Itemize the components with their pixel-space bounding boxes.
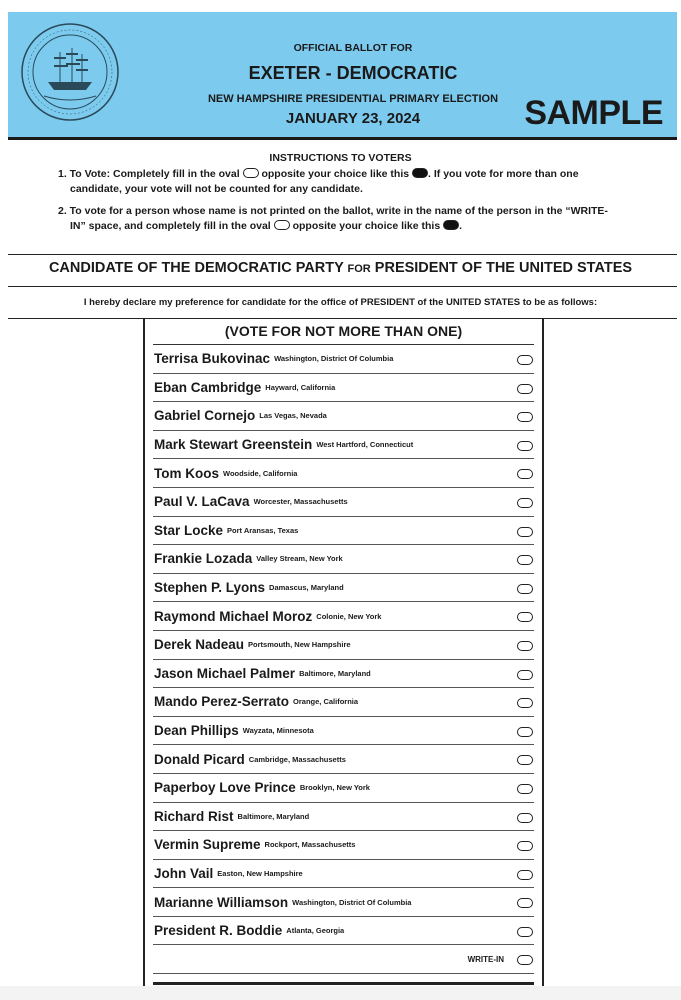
candidate-city: Rockport, Massachusetts xyxy=(264,840,356,850)
ballot-title: EXETER - DEMOCRATIC xyxy=(248,63,458,83)
instruction-text: opposite your choice like this xyxy=(261,168,410,180)
candidate-city: Washington, District Of Columbia xyxy=(274,354,394,364)
candidate-name: Gabriel Cornejo xyxy=(154,408,256,424)
write-in-label: WRITE-IN xyxy=(467,955,504,965)
divider xyxy=(8,286,677,287)
candidate-name: Mark Stewart Greenstein xyxy=(154,437,313,453)
vote-oval[interactable] xyxy=(517,498,533,508)
candidate-row[interactable] xyxy=(153,517,534,546)
candidate-row[interactable] xyxy=(153,860,534,889)
office-heading-part: PRESIDENT OF THE UNITED STATES xyxy=(374,260,633,276)
candidate-name: Donald Picard xyxy=(154,751,245,767)
filled-oval-icon xyxy=(443,220,459,230)
candidate-row[interactable] xyxy=(153,803,534,832)
vote-for-instruction: (VOTE FOR NOT MORE THAN ONE) xyxy=(224,323,463,339)
candidate-name: Stephen P. Lyons xyxy=(154,580,266,596)
ballot-header xyxy=(8,12,677,140)
vote-oval[interactable] xyxy=(517,441,533,451)
instruction-1 xyxy=(58,167,579,197)
page-bottom xyxy=(0,986,681,1000)
candidate-city: Las Vegas, Nevada xyxy=(259,411,327,421)
candidate-name: Paul V. LaCava xyxy=(154,494,250,510)
candidate-row[interactable] xyxy=(153,545,534,574)
candidate-row[interactable] xyxy=(153,431,534,460)
candidate-city: Port Aransas, Texas xyxy=(227,525,299,535)
candidate-name: Richard Rist xyxy=(154,808,234,824)
candidate-city: Colonie, New York xyxy=(316,611,382,621)
vote-oval[interactable] xyxy=(517,355,533,365)
election-name: NEW HAMPSHIRE PRESIDENTIAL PRIMARY ELECTION xyxy=(207,93,499,105)
candidate-row[interactable] xyxy=(153,345,534,374)
sample-watermark: SAMPLE xyxy=(524,94,663,132)
candidate-name: Jason Michael Palmer xyxy=(154,665,296,681)
candidate-city: Easton, New Hampshire xyxy=(217,868,303,878)
candidate-name: John Vail xyxy=(154,865,214,881)
ballot-label: OFFICIAL BALLOT FOR xyxy=(293,42,413,54)
candidate-name: Raymond Michael Moroz xyxy=(154,608,313,624)
candidate-city: Valley Stream, New York xyxy=(256,554,343,564)
office-heading xyxy=(0,260,681,276)
candidate-row[interactable] xyxy=(153,831,534,860)
instruction-text: opposite your choice like this xyxy=(292,220,441,232)
candidate-row[interactable] xyxy=(153,717,534,746)
candidate-row[interactable] xyxy=(153,574,534,603)
empty-oval-icon xyxy=(243,168,259,178)
candidate-city: Damascus, Maryland xyxy=(269,583,344,593)
vote-oval[interactable] xyxy=(517,841,533,851)
vote-oval[interactable] xyxy=(517,727,533,737)
candidate-city: Worcester, Massachusetts xyxy=(253,497,348,507)
state-seal-icon xyxy=(20,22,120,122)
vote-oval[interactable] xyxy=(517,527,533,537)
vote-oval[interactable] xyxy=(517,555,533,565)
box-bottom-rule xyxy=(153,982,534,985)
office-heading-for: FOR xyxy=(347,263,371,275)
candidate-city: Hayward, California xyxy=(265,382,336,392)
vote-oval[interactable] xyxy=(517,641,533,651)
candidate-city: Atlanta, Georgia xyxy=(286,926,345,936)
candidate-city: Portsmouth, New Hampshire xyxy=(248,640,351,650)
candidate-city: Orange, California xyxy=(293,697,359,707)
candidate-city: Baltimore, Maryland xyxy=(299,668,371,678)
candidate-row[interactable] xyxy=(153,688,534,717)
candidate-name: Frankie Lozada xyxy=(154,551,253,567)
candidate-row[interactable] xyxy=(153,488,534,517)
vote-oval[interactable] xyxy=(517,612,533,622)
candidate-name: Tom Koos xyxy=(154,465,219,481)
candidate-row[interactable] xyxy=(153,402,534,431)
candidate-name: Star Locke xyxy=(154,522,224,538)
instruction-2 xyxy=(58,204,608,234)
candidate-row[interactable] xyxy=(153,459,534,488)
candidate-box xyxy=(143,319,544,987)
instruction-text: . xyxy=(459,220,463,232)
vote-oval[interactable] xyxy=(517,898,533,908)
candidate-row[interactable] xyxy=(153,374,534,403)
vote-oval[interactable] xyxy=(517,870,533,880)
vote-oval[interactable] xyxy=(517,784,533,794)
election-date: JANUARY 23, 2024 xyxy=(285,110,421,127)
candidate-name: Terrisa Bukovinac xyxy=(154,351,271,367)
candidate-name: Marianne Williamson xyxy=(154,894,289,910)
filled-oval-icon xyxy=(412,168,428,178)
candidate-city: Washington, District Of Columbia xyxy=(292,897,412,907)
candidate-name: President R. Boddie xyxy=(154,923,283,939)
candidate-name: Vermin Supreme xyxy=(154,837,261,853)
instruction-text: . If you vote for more than one xyxy=(428,168,579,180)
instruction-text: candidate, your vote will not be counted for any candidate. xyxy=(70,183,363,195)
vote-oval[interactable] xyxy=(517,927,533,937)
office-heading-part: CANDIDATE OF THE DEMOCRATIC PARTY xyxy=(48,260,344,276)
vote-oval[interactable] xyxy=(517,469,533,479)
candidate-city: Cambridge, Massachusetts xyxy=(248,754,346,764)
candidate-row[interactable] xyxy=(153,602,534,631)
candidate-row[interactable] xyxy=(153,888,534,917)
vote-oval[interactable] xyxy=(517,384,533,394)
vote-oval[interactable] xyxy=(517,755,533,765)
vote-oval[interactable] xyxy=(517,412,533,422)
candidate-row[interactable] xyxy=(153,631,534,660)
declaration: I hereby declare my preference for candidate for the office of PRESIDENT of the UNITED STATES to be as follows: xyxy=(83,297,598,308)
candidate-name: Derek Nadeau xyxy=(154,637,245,653)
write-in-oval[interactable] xyxy=(517,955,533,965)
vote-oval[interactable] xyxy=(517,698,533,708)
instruction-text: IN” space, and completely fill in the oval xyxy=(70,220,271,232)
candidate-city: Woodside, California xyxy=(223,468,298,478)
write-in-row[interactable] xyxy=(153,945,534,974)
candidate-row[interactable] xyxy=(153,774,534,803)
candidate-city: Wayzata, Minnesota xyxy=(242,726,314,736)
candidate-city: West Hartford, Connecticut xyxy=(316,440,414,450)
candidate-city: Baltimore, Maryland xyxy=(237,811,310,821)
empty-oval-icon xyxy=(274,220,290,230)
candidate-name: Paperboy Love Prince xyxy=(154,780,296,796)
instruction-text: 1. To Vote: Completely fill in the oval xyxy=(58,168,240,180)
candidate-list xyxy=(153,344,534,985)
candidate-city: Brooklyn, New York xyxy=(299,783,370,793)
divider xyxy=(8,254,677,255)
vote-oval[interactable] xyxy=(517,584,533,594)
instructions-heading: INSTRUCTIONS TO VOTERS xyxy=(269,152,412,164)
instruction-text: 2. To vote for a person whose name is not printed on the ballot, write in the name of the person in the “WRITE- xyxy=(58,205,608,217)
candidate-name: Dean Phillips xyxy=(154,723,239,739)
candidate-row[interactable] xyxy=(153,745,534,774)
vote-oval[interactable] xyxy=(517,670,533,680)
candidate-name: Mando Perez-Serrato xyxy=(154,694,290,710)
vote-oval[interactable] xyxy=(517,813,533,823)
candidate-row[interactable] xyxy=(153,660,534,689)
candidate-row[interactable] xyxy=(153,917,534,946)
candidate-name: Eban Cambridge xyxy=(154,379,262,395)
